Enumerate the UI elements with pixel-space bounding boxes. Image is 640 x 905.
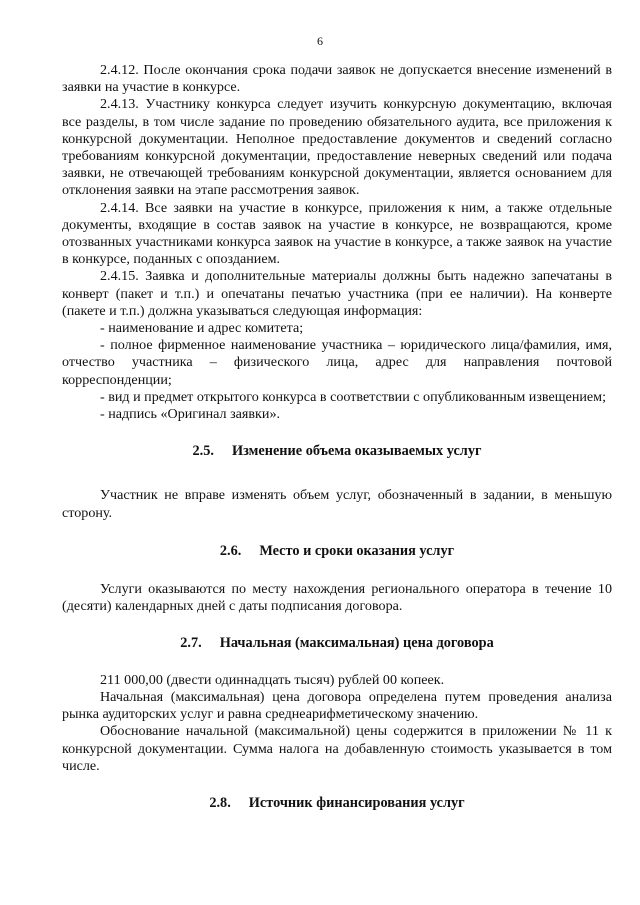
heading-2-5 — [62, 443, 612, 460]
bullet-participant-name: - полное фирменное наименование участника – юридического лица/фамилия, имя, отчество участника – физического лица, адрес для направления почтовой корреспонденции; — [62, 337, 612, 388]
heading-2-7-number: 2.7. — [180, 635, 202, 652]
paragraph-2-4-13: 2.4.13. Участнику конкурса следует изучить конкурсную документацию, включая все разделы, в том числе задание по проведению обязательного аудита, все приложения к конкурсной документации. Неполное предоставление документов и сведений согласно требованиям конкурсной документации, предоставление неверных сведений или подача заявки, не отвечающей требованиям конкурсной документации, является основанием для отклонения заявки на этапе рассмотрения заявок. — [62, 96, 612, 199]
document-body — [62, 62, 612, 812]
paragraph-2-4-15: 2.4.15. Заявка и дополнительные материалы должны быть надежно запечатаны в конверт (пакет и т.п.) и опечатаны печатью участника (при ее наличии). На конверте (пакете и т.п.) должна указываться следующая информация: — [62, 268, 612, 319]
page-number: 6 — [317, 34, 323, 48]
heading-2-5-title: Изменение объема оказываемых услуг — [231, 443, 482, 460]
heading-2-7-title: Начальная (максимальная) цена договора — [219, 635, 494, 652]
heading-2-6-number: 2.6. — [219, 542, 242, 559]
paragraph-2-4-14: 2.4.14. Все заявки на участие в конкурсе, приложения к ним, а также отдельные документы, входящие в состав заявок на участие в конкурсе, не возвращаются, кроме отозванных участниками конкурса заявок на участие в конкурсе, а также заявок на участие в конкурсе, поданных с опозданием. — [62, 199, 612, 268]
heading-2-8-number: 2.8. — [209, 794, 231, 811]
bullet-committee-name: - наименование и адрес комитета; — [100, 320, 304, 337]
paragraph-2-6: Услуги оказываются по месту нахождения регионального оператора в течение 10 (десяти) календарных дней с даты подписания договора. — [62, 581, 612, 615]
paragraph-2-7-method: Начальная (максимальная) цена договора определена путем проведения анализа рынка аудиторских услуг и равна среднеарифметическому значению. — [62, 688, 612, 723]
heading-2-5-number: 2.5. — [192, 443, 214, 460]
paragraph-2-4-12: 2.4.12. После окончания срока подачи заявок не допускается внесение изменений в заявки на участие в конкурсе. — [62, 62, 612, 96]
heading-2-8 — [62, 795, 612, 812]
bullet-contest-type: - вид и предмет открытого конкурса в соответствии с опубликованным извещением; — [100, 388, 607, 405]
bullet-original-label: - надпись «Оригинал заявки». — [100, 406, 281, 423]
heading-2-6-title: Место и сроки оказания услуг — [259, 542, 455, 559]
paragraph-2-7-justification: Обоснование начальной (максимальной) цены содержится в приложении № 11 к конкурсной документации. Сумма налога на добавленную стоимость указывается в том числе. — [62, 723, 612, 774]
heading-2-7 — [62, 635, 612, 652]
paragraph-2-5: Участник не вправе изменять объем услуг, обозначенный в задании, в меньшую сторону. — [62, 487, 612, 521]
paragraph-2-7-price: 211 000,00 (двести одиннадцать тысяч) рублей 00 копеек. — [100, 671, 445, 688]
heading-2-8-title: Источник финансирования услуг — [248, 794, 465, 811]
heading-2-6 — [62, 543, 612, 560]
